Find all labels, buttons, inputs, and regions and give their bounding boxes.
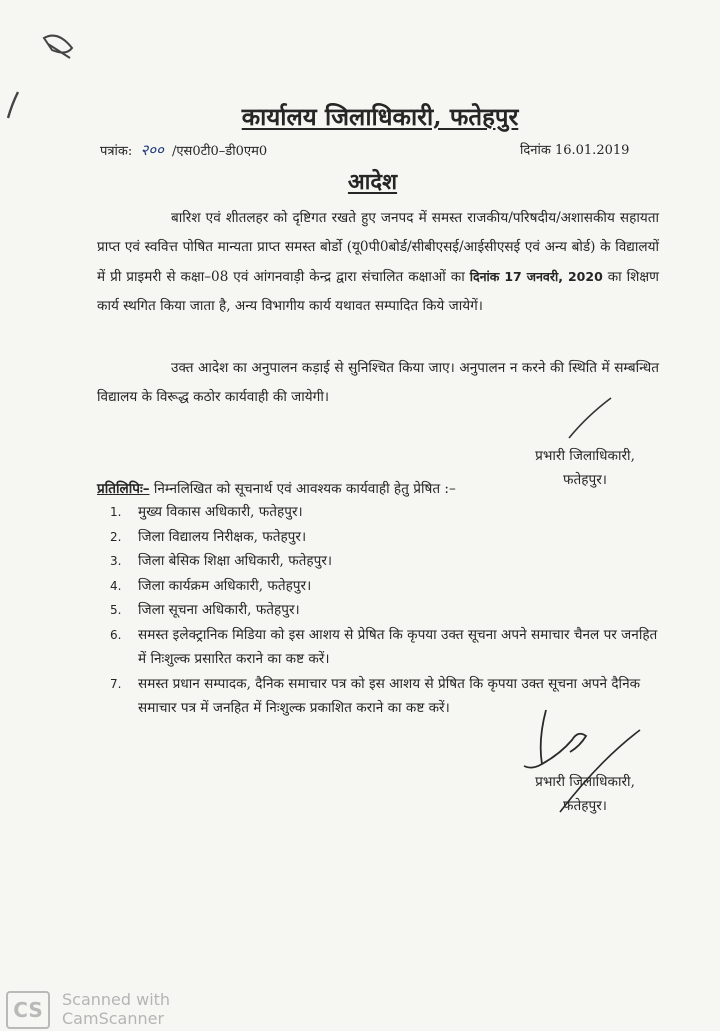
order-paragraph-2: उक्त आदेश का अनुपालन कड़ाई से सुनिश्चित किया जाए। अनुपालन न करने की स्थिति में सम्बन्धित विद्यालय के विरूद्ध कठोर कार्यवाही की जायेगी। [97, 360, 659, 405]
office-title: कार्यालय जिलाधिकारी, फतेहपुर [241, 102, 519, 131]
list-item: 4. जिला कार्यक्रम अधिकारी, फतेहपुर। [110, 577, 312, 594]
signatory-2-place: फतेहपुर। [563, 798, 607, 814]
paragraph-1-text-b: का शिक्षण कार्य स्थगित किया जाता है, अन्य विभागीय कार्य यथावत सम्पादित किये जायेगें। [97, 269, 659, 314]
signatory-1-place: फतेहपुर। [563, 472, 607, 488]
reference-number [100, 140, 267, 160]
reference-suffix: /एस0टी0–डी0एम0 [171, 144, 268, 159]
copy-to-header [97, 478, 456, 497]
camscanner-logo: CS [6, 991, 50, 1029]
copy-to-list [110, 500, 666, 721]
copy-to-label: प्रतिलिपिः– [97, 481, 150, 497]
signatory-block-1 [510, 444, 660, 492]
signatory-1-title: प्रभारी जिलाधिकारी, [535, 448, 635, 464]
watermark-line-1: Scanned with [62, 990, 171, 1009]
copy-to-text: निम्नलिखित को सूचनार्थ एवं आवश्यक कार्यवाही हेतु प्रेषित :– [149, 481, 456, 497]
reference-handwritten-number: २०० [140, 141, 164, 159]
order-heading: आदेश [347, 169, 398, 195]
list-item: 2. जिला विद्यालय निरीक्षक, फतेहपुर। [110, 528, 307, 545]
signatory-block-2 [510, 770, 660, 818]
camscanner-watermark-text [62, 990, 170, 1028]
list-item: 1. मुख्य विकास अधिकारी, फतेहपुर। [110, 504, 303, 520]
reference-label: पत्रांक: [100, 144, 133, 159]
list-item: 7. समस्त प्रधान सम्पादक, दैनिक समाचार पत्र को इस आशय से प्रेषित कि कृपया उक्त सूचना अपने दैनिक समाचार पत्र में जनहित में निःशुल्क प्रकाशित कराने का कष्ट करें। [110, 675, 641, 716]
signature-stroke-1 [565, 394, 615, 442]
document-date: दिनांक 16.01.2019 [520, 143, 630, 158]
list-item: 5. जिला सूचना अधिकारी, फतेहपुर। [110, 602, 300, 618]
signatory-2-title: प्रभारी जिलाधिकारी, [535, 774, 635, 790]
list-item: 3. जिला बेसिक शिक्षा अधिकारी, फतेहपुर। [110, 553, 333, 569]
order-paragraph-1 [97, 204, 659, 321]
watermark-line-2: CamScanner [62, 1009, 165, 1028]
paragraph-1-bold-date: दिनांक 17 जनवरी, 2020 [469, 269, 603, 284]
paragraph-1-text-a: बारिश एवं शीतलहर को दृष्टिगत रखते हुए जनपद में समस्त राजकीय/परिषदीय/अशासकीय सहायता प्राप्त एवं स्ववित्त पोषित मान्यता प्राप्त समस्त बोर्डो (यू0पी0बोर्ड/सीबीएसई/आईसीएसई एवं अन्य बोर्ड) के विद्यालयों में प्री प्राइमरी से कक्षा–08 एवं आंगनवाड़ी केन्द्र द्वारा संचालित कक्षाओं का [97, 210, 659, 285]
list-item: 6. समस्त इलेक्ट्रानिक मिडिया को इस आशय से प्रेषित कि कृपया उक्त सूचना अपने समाचार चैनल पर जनहित में निःशुल्क प्रसारित कराने का कष्ट करें। [110, 626, 658, 667]
